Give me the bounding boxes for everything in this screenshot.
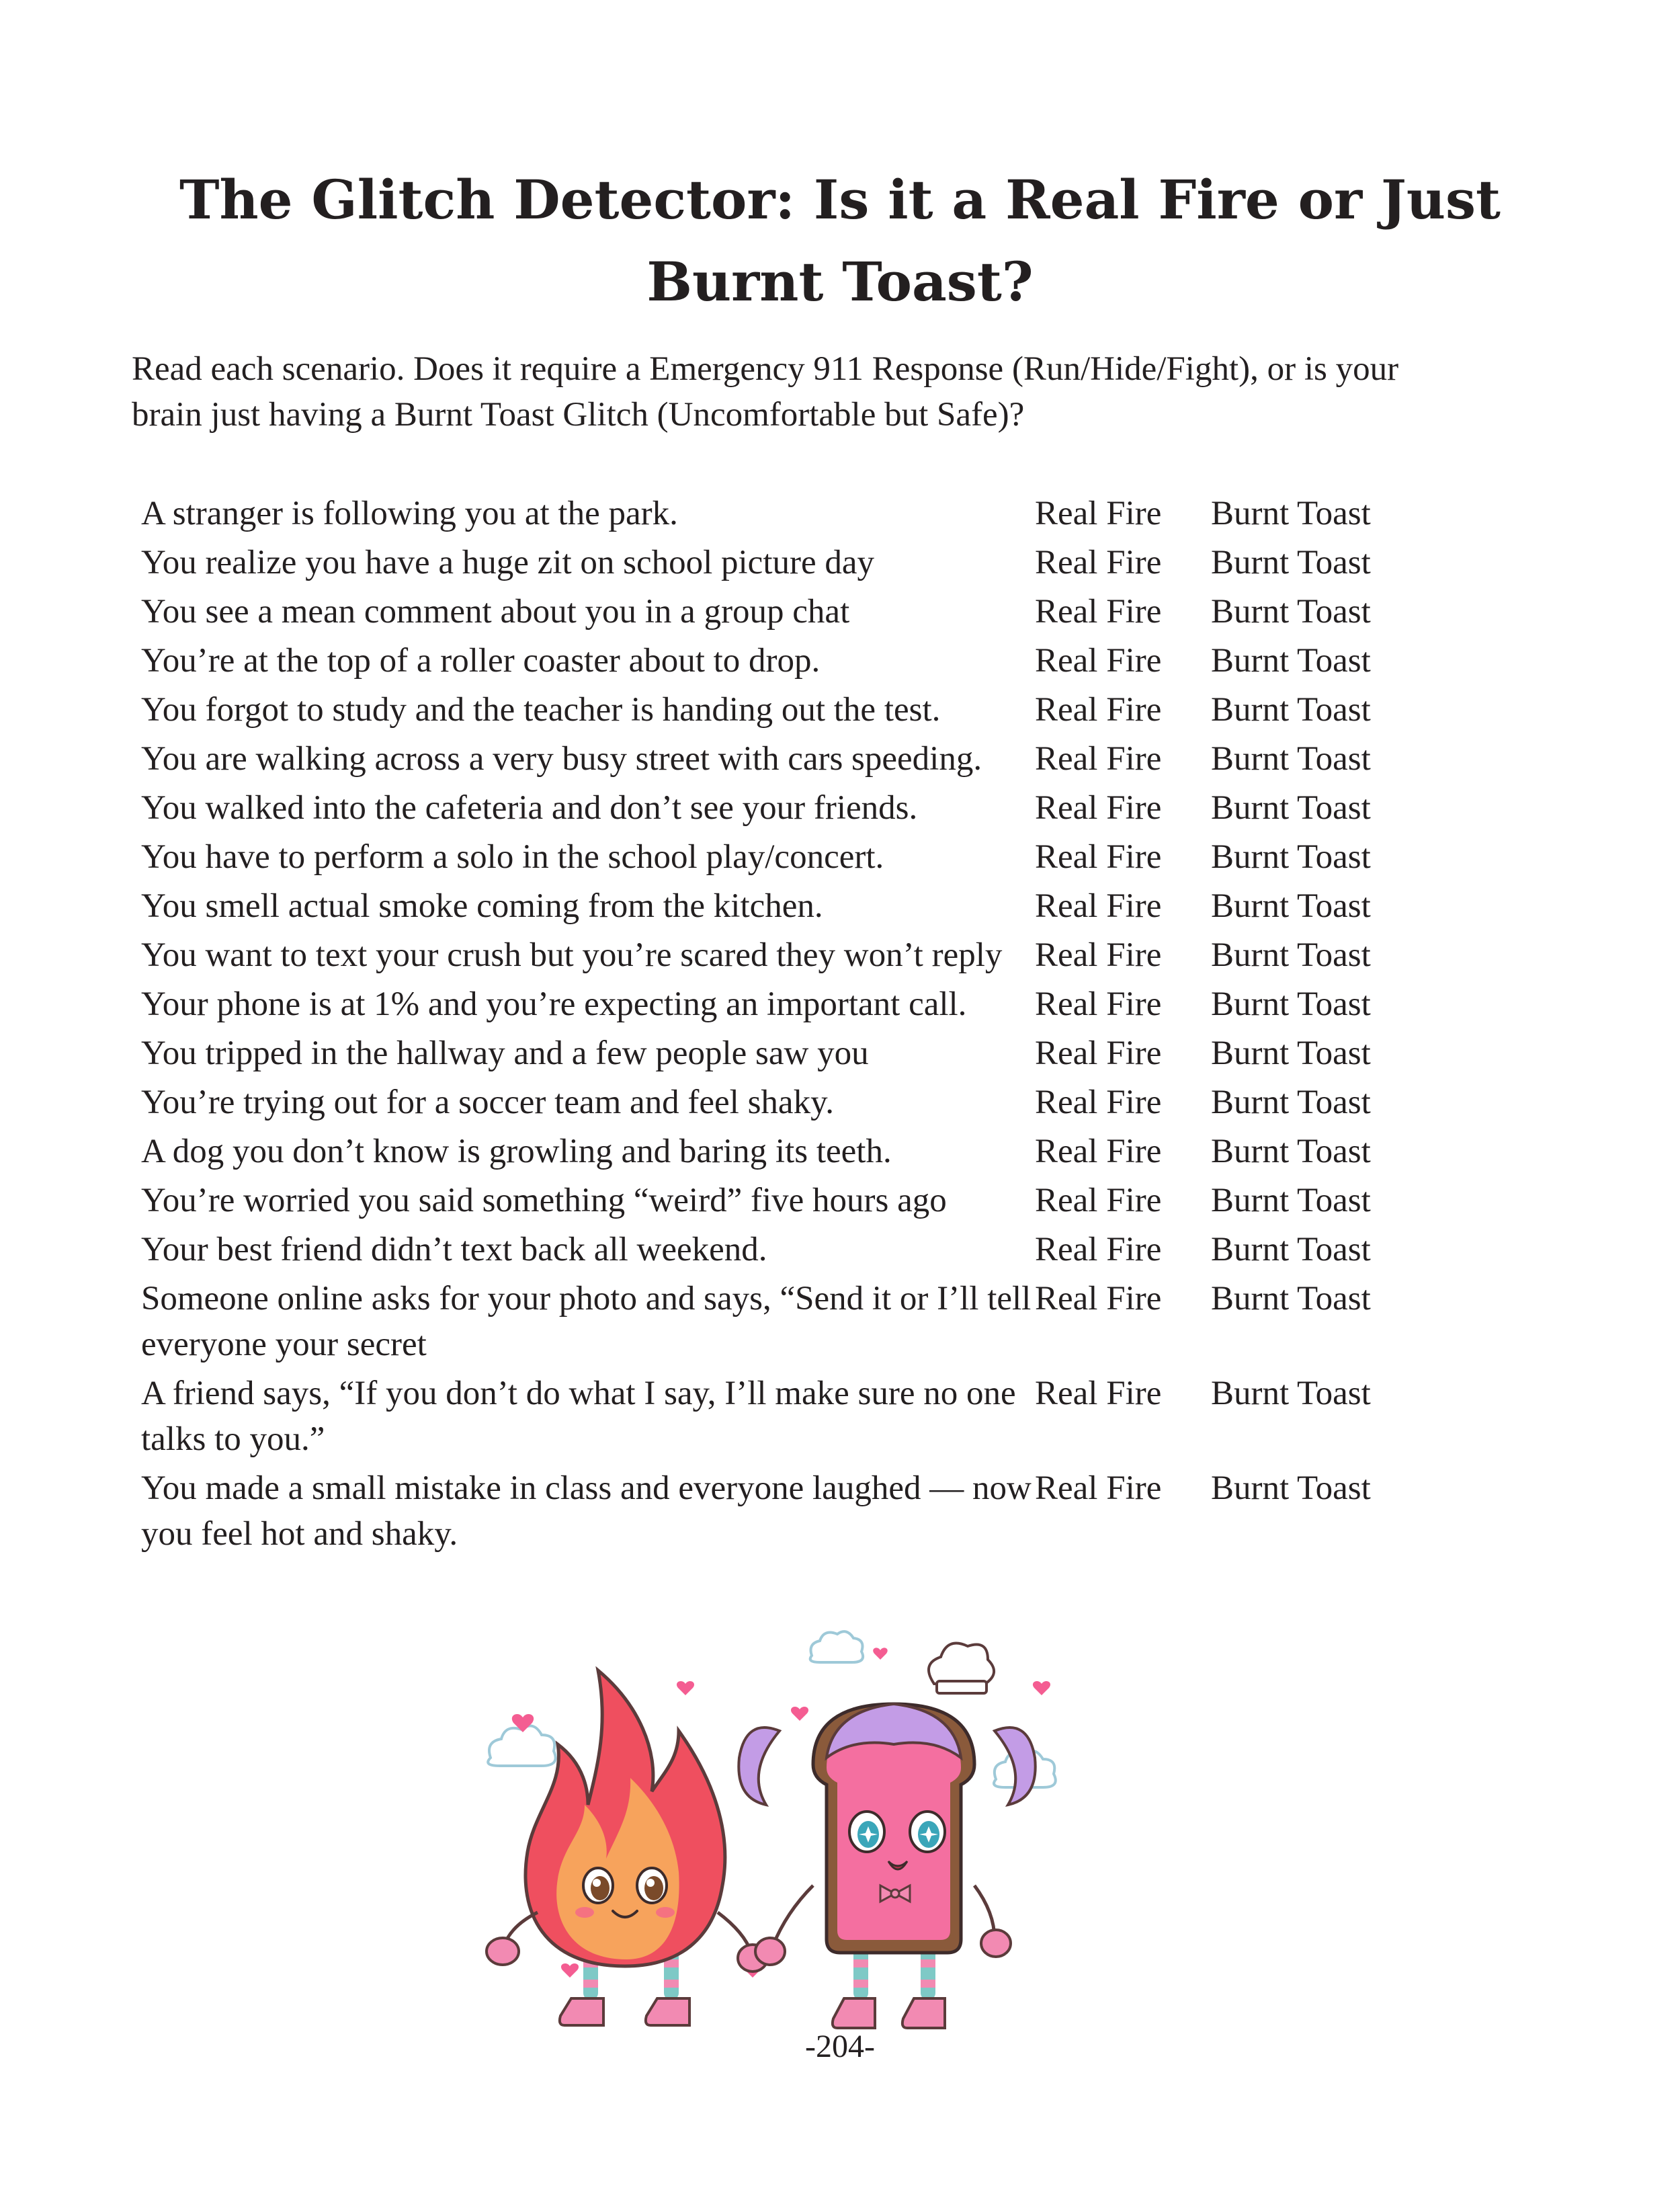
- heart-icon: [791, 1707, 808, 1721]
- scenario-row: [141, 785, 1452, 831]
- scenario-list: [141, 491, 1452, 1560]
- scenario-text: You forgot to study and the teacher is handing out the test.: [141, 691, 941, 729]
- burnt-toast-option[interactable]: Burnt Toast: [1211, 495, 1371, 532]
- real-fire-option[interactable]: Real Fire: [1035, 1084, 1162, 1121]
- real-fire-option[interactable]: Real Fire: [1035, 1231, 1162, 1268]
- real-fire-option[interactable]: Real Fire: [1035, 838, 1162, 876]
- burnt-toast-option[interactable]: Burnt Toast: [1211, 1034, 1371, 1072]
- burnt-toast-option[interactable]: Burnt Toast: [1211, 887, 1371, 925]
- scenario-text: Your phone is at 1% and you’re expecting an important call.: [141, 985, 967, 1023]
- burnt-toast-option[interactable]: Burnt Toast: [1211, 1231, 1371, 1268]
- scenario-row: [141, 1371, 1452, 1462]
- scenario-row: [141, 1227, 1452, 1272]
- real-fire-option[interactable]: Real Fire: [1035, 936, 1162, 974]
- burnt-toast-option[interactable]: Burnt Toast: [1211, 740, 1371, 778]
- scenario-row: [141, 540, 1452, 585]
- scenario-row: [141, 834, 1452, 880]
- scenario-text: Someone online asks for your photo and says, “Send it or I’ll tell everyone your secret: [141, 1280, 1032, 1363]
- toast-character: [739, 1643, 1035, 2028]
- scenario-text: You see a mean comment about you in a group chat: [141, 593, 850, 631]
- fire-and-toast-illustration: [464, 1630, 1095, 2060]
- scenario-row: [141, 1178, 1452, 1223]
- real-fire-option[interactable]: Real Fire: [1035, 1469, 1162, 1507]
- real-fire-option[interactable]: Real Fire: [1035, 544, 1162, 581]
- scenario-text: Your best friend didn’t text back all weekend.: [141, 1231, 767, 1268]
- real-fire-option[interactable]: Real Fire: [1035, 789, 1162, 827]
- heart-icon: [873, 1648, 888, 1660]
- burnt-toast-option[interactable]: Burnt Toast: [1211, 544, 1371, 581]
- scenario-row: [141, 1276, 1452, 1367]
- burnt-toast-option[interactable]: Burnt Toast: [1211, 1280, 1371, 1317]
- burnt-toast-option[interactable]: Burnt Toast: [1211, 642, 1371, 680]
- real-fire-option[interactable]: Real Fire: [1035, 642, 1162, 680]
- scenario-row: [141, 981, 1452, 1027]
- scenario-row: [141, 1030, 1452, 1076]
- real-fire-option[interactable]: Real Fire: [1035, 495, 1162, 532]
- scenario-text: You’re trying out for a soccer team and feel shaky.: [141, 1084, 835, 1121]
- burnt-toast-option[interactable]: Burnt Toast: [1211, 789, 1371, 827]
- scenario-text: You want to text your crush but you’re scared they won’t reply: [141, 936, 1003, 974]
- burnt-toast-option[interactable]: Burnt Toast: [1211, 1133, 1371, 1170]
- real-fire-option[interactable]: Real Fire: [1035, 1133, 1162, 1170]
- scenario-text: You walked into the cafeteria and don’t see your friends.: [141, 789, 918, 827]
- scenario-row: [141, 589, 1452, 635]
- scenario-text: You have to perform a solo in the school play/concert.: [141, 838, 884, 876]
- burnt-toast-option[interactable]: Burnt Toast: [1211, 1469, 1371, 1507]
- scenario-text: You realize you have a huge zit on school picture day: [141, 544, 874, 581]
- scenario-row: [141, 687, 1452, 733]
- scenario-text: A friend says, “If you don’t do what I say, I’ll make sure no one talks to you.”: [141, 1375, 1016, 1458]
- scenario-text: You’re worried you said something “weird” five hours ago: [141, 1182, 947, 1219]
- real-fire-option[interactable]: Real Fire: [1035, 887, 1162, 925]
- scenario-row: [141, 1129, 1452, 1174]
- burnt-toast-option[interactable]: Burnt Toast: [1211, 1375, 1371, 1412]
- cloud-icon: [488, 1726, 555, 1766]
- page-title: The Glitch Detector: Is it a Real Fire or Just Burnt Toast?: [179, 168, 1501, 313]
- real-fire-option[interactable]: Real Fire: [1035, 1182, 1162, 1219]
- burnt-toast-option[interactable]: Burnt Toast: [1211, 985, 1371, 1023]
- real-fire-option[interactable]: Real Fire: [1035, 740, 1162, 778]
- burnt-toast-option[interactable]: Burnt Toast: [1211, 1182, 1371, 1219]
- scenario-row: [141, 638, 1452, 684]
- real-fire-option[interactable]: Real Fire: [1035, 691, 1162, 729]
- scenario-text: You are walking across a very busy street with cars speeding.: [141, 740, 982, 778]
- burnt-toast-option[interactable]: Burnt Toast: [1211, 838, 1371, 876]
- scenario-text: You tripped in the hallway and a few people saw you: [141, 1034, 869, 1072]
- scenario-text: You smell actual smoke coming from the kitchen.: [141, 887, 823, 925]
- scenario-row: [141, 932, 1452, 978]
- burnt-toast-option[interactable]: Burnt Toast: [1211, 936, 1371, 974]
- real-fire-option[interactable]: Real Fire: [1035, 1034, 1162, 1072]
- real-fire-option[interactable]: Real Fire: [1035, 593, 1162, 631]
- scenario-text: A stranger is following you at the park.: [141, 495, 678, 532]
- heart-icon: [1033, 1681, 1050, 1695]
- burnt-toast-option[interactable]: Burnt Toast: [1211, 593, 1371, 631]
- scenario-text: You made a small mistake in class and everyone laughed — now you feel hot and shaky.: [141, 1469, 1032, 1553]
- scenario-text: A dog you don’t know is growling and baring its teeth.: [141, 1133, 892, 1170]
- heart-icon: [677, 1681, 694, 1695]
- scenario-row: [141, 1080, 1452, 1125]
- burnt-toast-option[interactable]: Burnt Toast: [1211, 1084, 1371, 1121]
- cloud-icon: [810, 1631, 863, 1662]
- heart-icon: [561, 1963, 579, 1978]
- instructions-text: Read each scenario. Does it require a Emergency 911 Response (Run/Hide/Fight), or is your brain just having a Burnt Toast Glitch (Uncomfortable but Safe)?: [132, 350, 1399, 434]
- scenario-row: [141, 736, 1452, 782]
- real-fire-option[interactable]: Real Fire: [1035, 1280, 1162, 1317]
- scenario-row: [141, 883, 1452, 929]
- real-fire-option[interactable]: Real Fire: [1035, 1375, 1162, 1412]
- page-number: -204-: [805, 2029, 875, 2064]
- scenario-text: You’re at the top of a roller coaster about to drop.: [141, 642, 821, 680]
- burnt-toast-option[interactable]: Burnt Toast: [1211, 691, 1371, 729]
- real-fire-option[interactable]: Real Fire: [1035, 985, 1162, 1023]
- scenario-row: [141, 1465, 1452, 1557]
- scenario-row: [141, 491, 1452, 536]
